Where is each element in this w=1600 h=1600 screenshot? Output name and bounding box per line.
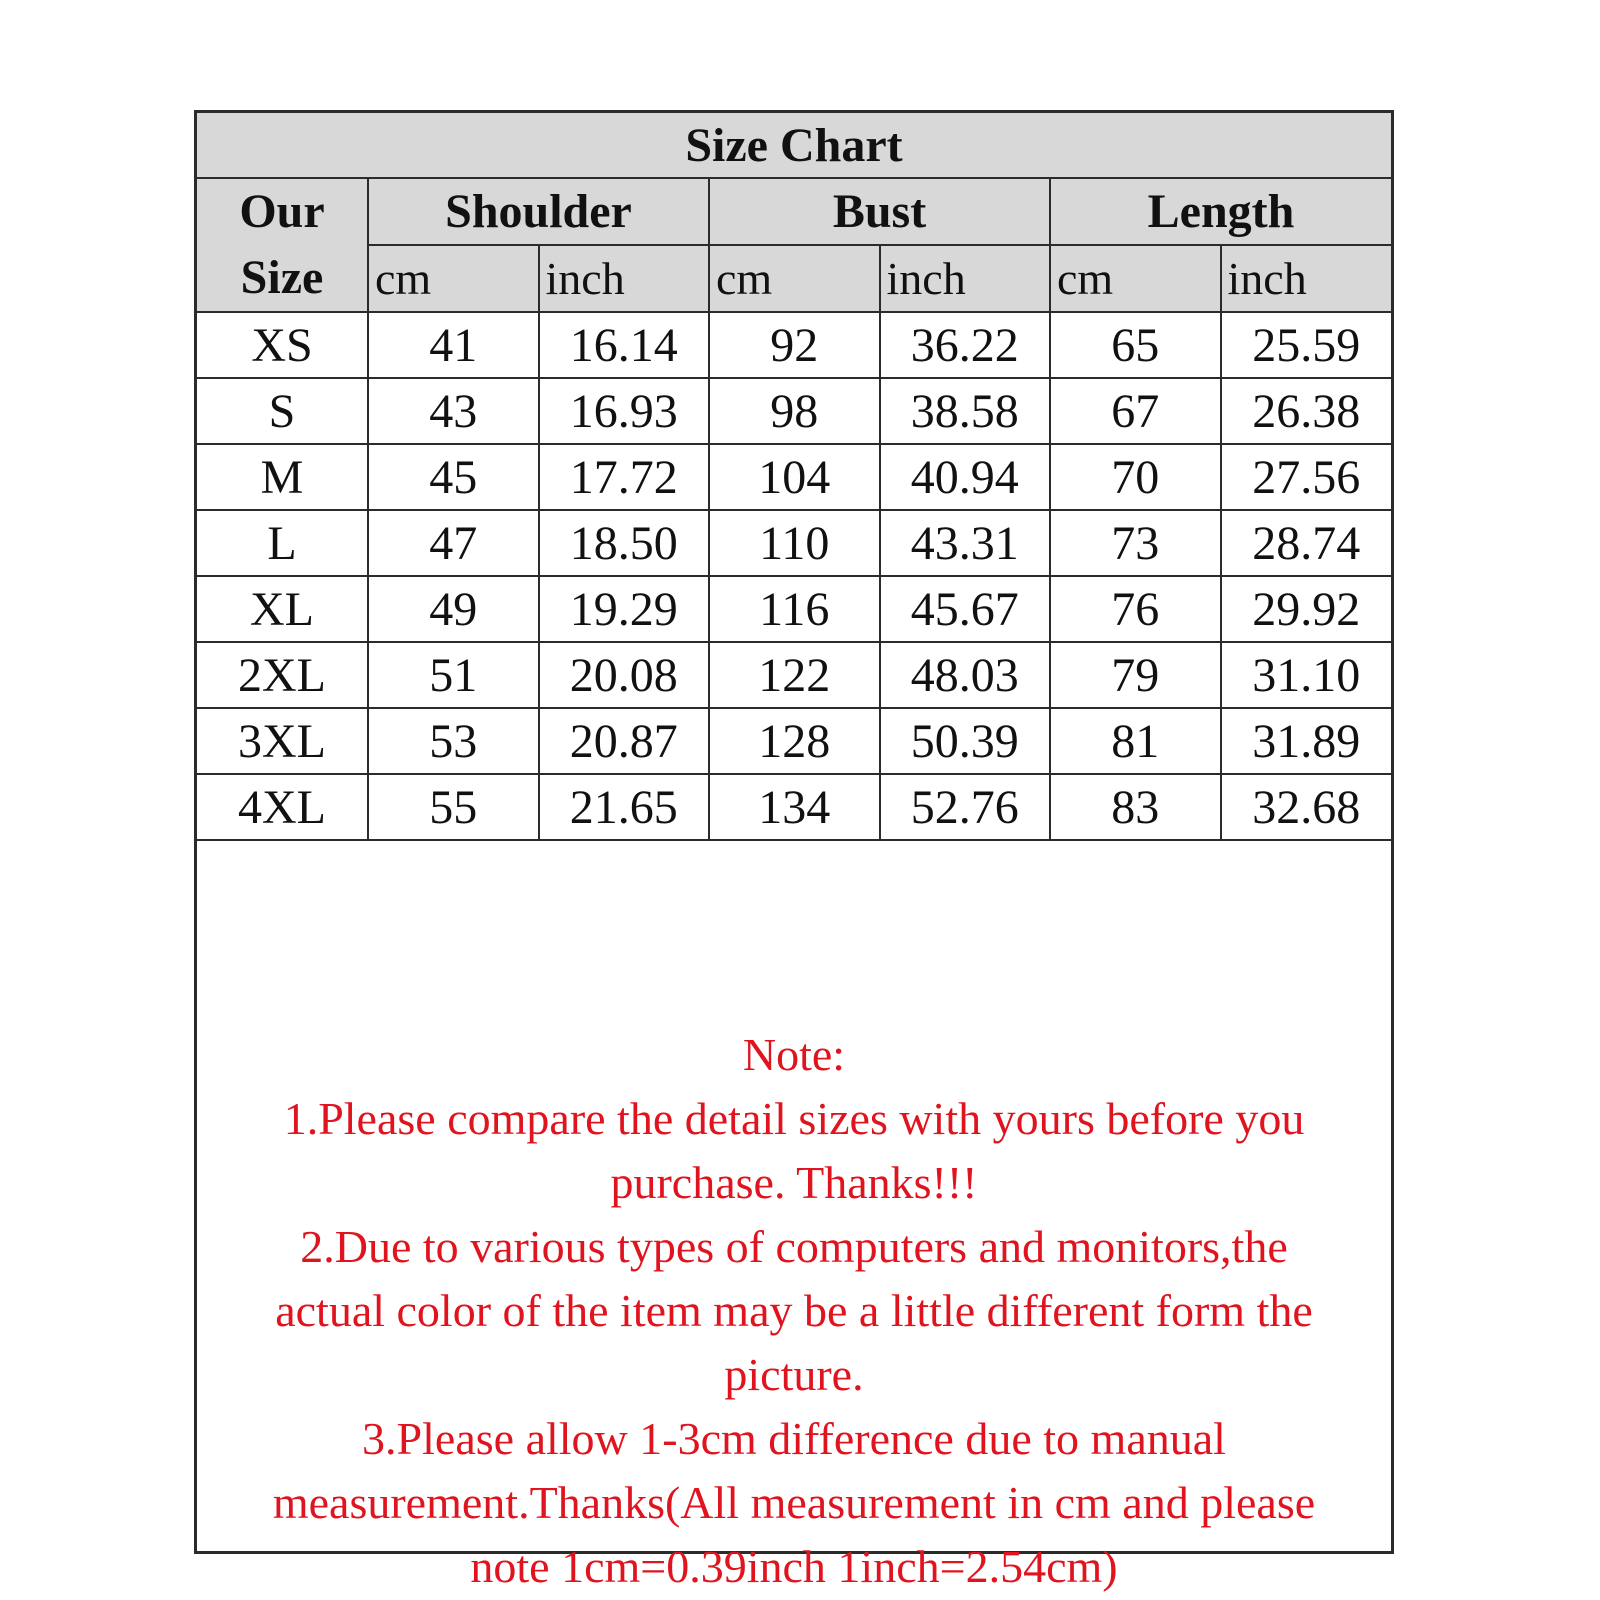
value-cell: 52.76 xyxy=(880,774,1051,840)
value-cell: 65 xyxy=(1050,312,1221,378)
note-line: note 1cm=0.39inch 1inch=2.54cm) xyxy=(470,1541,1118,1592)
value-cell: 19.29 xyxy=(539,576,710,642)
note-line: 1.Please compare the detail sizes with yours before you xyxy=(283,1093,1305,1144)
value-cell: 43.31 xyxy=(880,510,1051,576)
value-cell: 29.92 xyxy=(1221,576,1392,642)
table-row xyxy=(197,378,1391,444)
note-heading: Note: xyxy=(742,1029,846,1080)
length-header: Length xyxy=(1050,178,1391,245)
notes-block xyxy=(197,1023,1391,1599)
value-cell: 31.10 xyxy=(1221,642,1392,708)
value-cell: 40.94 xyxy=(880,444,1051,510)
length-inch-unit: inch xyxy=(1221,245,1392,312)
value-cell: 47 xyxy=(368,510,539,576)
value-cell: 17.72 xyxy=(539,444,710,510)
value-cell: 32.68 xyxy=(1221,774,1392,840)
note-line: 2.Due to various types of computers and monitors,the xyxy=(300,1221,1288,1272)
bust-cm-unit: cm xyxy=(709,245,880,312)
table-row xyxy=(197,642,1391,708)
size-cell: 3XL xyxy=(197,708,368,774)
size-chart-table xyxy=(197,113,1391,841)
value-cell: 81 xyxy=(1050,708,1221,774)
value-cell: 38.58 xyxy=(880,378,1051,444)
value-cell: 51 xyxy=(368,642,539,708)
value-cell: 73 xyxy=(1050,510,1221,576)
value-cell: 48.03 xyxy=(880,642,1051,708)
value-cell: 36.22 xyxy=(880,312,1051,378)
bust-inch-unit: inch xyxy=(880,245,1051,312)
value-cell: 20.87 xyxy=(539,708,710,774)
value-cell: 45 xyxy=(368,444,539,510)
value-cell: 55 xyxy=(368,774,539,840)
value-cell: 92 xyxy=(709,312,880,378)
value-cell: 27.56 xyxy=(1221,444,1392,510)
note-line: measurement.Thanks(All measurement in cm and please xyxy=(272,1477,1316,1528)
table-row xyxy=(197,576,1391,642)
table-row xyxy=(197,774,1391,840)
value-cell: 16.14 xyxy=(539,312,710,378)
shoulder-header: Shoulder xyxy=(368,178,709,245)
size-cell: 2XL xyxy=(197,642,368,708)
value-cell: 50.39 xyxy=(880,708,1051,774)
value-cell: 16.93 xyxy=(539,378,710,444)
table-row xyxy=(197,312,1391,378)
shoulder-cm-unit: cm xyxy=(368,245,539,312)
value-cell: 41 xyxy=(368,312,539,378)
shoulder-inch-unit: inch xyxy=(539,245,710,312)
value-cell: 53 xyxy=(368,708,539,774)
size-cell: XS xyxy=(197,312,368,378)
table-row xyxy=(197,708,1391,774)
value-cell: 18.50 xyxy=(539,510,710,576)
value-cell: 45.67 xyxy=(880,576,1051,642)
table-row xyxy=(197,444,1391,510)
value-cell: 26.38 xyxy=(1221,378,1392,444)
our-size-header xyxy=(197,178,368,312)
value-cell: 28.74 xyxy=(1221,510,1392,576)
size-cell: L xyxy=(197,510,368,576)
table-row xyxy=(197,510,1391,576)
note-line: actual color of the item may be a little different form the xyxy=(275,1285,1313,1336)
value-cell: 21.65 xyxy=(539,774,710,840)
value-cell: 49 xyxy=(368,576,539,642)
size-cell: S xyxy=(197,378,368,444)
value-cell: 43 xyxy=(368,378,539,444)
value-cell: 83 xyxy=(1050,774,1221,840)
value-cell: 98 xyxy=(709,378,880,444)
value-cell: 20.08 xyxy=(539,642,710,708)
value-cell: 79 xyxy=(1050,642,1221,708)
bust-header: Bust xyxy=(709,178,1050,245)
value-cell: 134 xyxy=(709,774,880,840)
value-cell: 76 xyxy=(1050,576,1221,642)
size-cell: XL xyxy=(197,576,368,642)
our-size-header-line2: Size xyxy=(240,251,324,304)
value-cell: 116 xyxy=(709,576,880,642)
chart-title: Size Chart xyxy=(197,113,1391,178)
length-cm-unit: cm xyxy=(1050,245,1221,312)
our-size-header-line1: Our xyxy=(239,185,325,238)
value-cell: 122 xyxy=(709,642,880,708)
value-cell: 110 xyxy=(709,510,880,576)
note-line: purchase. Thanks!!! xyxy=(610,1157,978,1208)
value-cell: 104 xyxy=(709,444,880,510)
size-cell: 4XL xyxy=(197,774,368,840)
note-line: picture. xyxy=(724,1349,864,1400)
size-cell: M xyxy=(197,444,368,510)
size-chart-frame xyxy=(194,110,1394,1592)
value-cell: 67 xyxy=(1050,378,1221,444)
value-cell: 31.89 xyxy=(1221,708,1392,774)
value-cell: 128 xyxy=(709,708,880,774)
value-cell: 70 xyxy=(1050,444,1221,510)
note-line: 3.Please allow 1-3cm difference due to manual xyxy=(362,1413,1226,1464)
value-cell: 25.59 xyxy=(1221,312,1392,378)
